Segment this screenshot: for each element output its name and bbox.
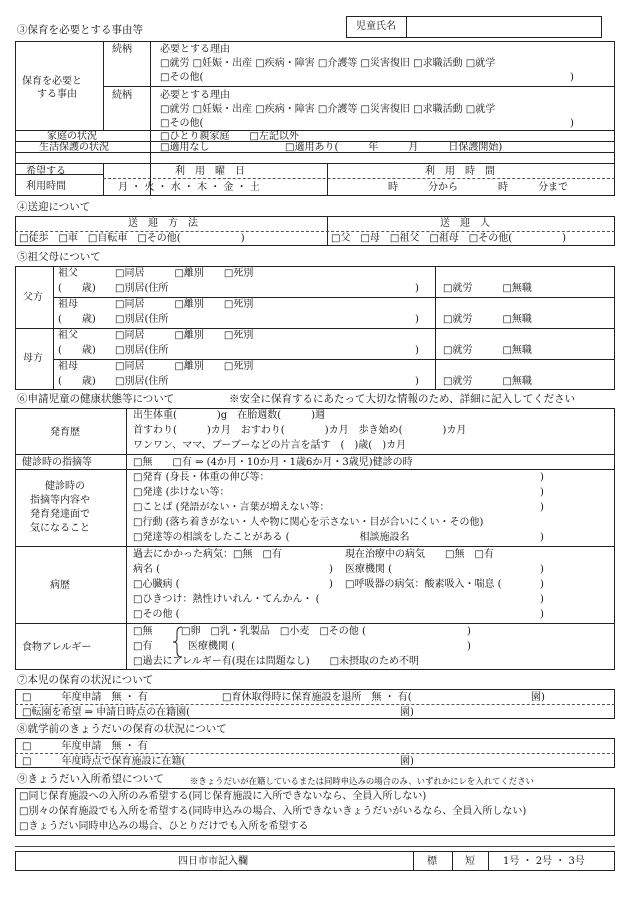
fuhou-sofu-paren: ) [415, 283, 419, 294]
hatsuiku-line-1[interactable]: 出生体重( )g 在胎週数( )週 [133, 410, 326, 421]
sibling-one-ok[interactable]: □きょうだい同時申込みの場合、ひとりだけでも入所を希望する [19, 821, 309, 832]
section7-ikukyuu-en: 園) [531, 692, 545, 703]
bohou-sobo-age[interactable]: ( 歳) [58, 376, 96, 387]
fuhou-sobo-paren: ) [415, 314, 419, 325]
section4-title: ④送迎について [17, 201, 91, 213]
kenshin-kotoba[interactable]: □ことば (発語がない・言葉が増えない等： [133, 502, 330, 513]
byoureki-sonota[interactable]: □その他 ( [133, 609, 180, 620]
katei-label: 家庭の状況 [47, 131, 97, 142]
byoumei-field[interactable]: 病名 ( [133, 564, 161, 575]
hatsuiku-line-3[interactable]: ワンワン、ママ、ブーブーなどの片言を話す ( )歳( )カ月 [133, 440, 407, 451]
sougeinin-header: 送 迎 人 [440, 218, 490, 229]
fuhou-label: 父方 [23, 292, 43, 303]
kenshin-soudan-paren: ) [540, 532, 544, 543]
hoiku-reason-label-1: 保育を必要と [22, 76, 82, 87]
riyou-jikan-header: 利 用 時 間 [425, 166, 495, 177]
fuhou-sobo-age[interactable]: ( 歳) [58, 314, 96, 325]
city-use-label: 四日市市記入欄 [178, 856, 248, 867]
riyu-label-1: 必要とする理由 [160, 44, 230, 55]
kenshin-label-3: 発育発達面で [30, 509, 90, 520]
section8-zaiseki-en: 園) [400, 756, 414, 767]
shinzoubyou-paren: ) [329, 579, 333, 590]
sougei-houhou-options[interactable]: □徒歩 □車 □自転車 □その他( ) [19, 233, 245, 244]
bohou-sofu-bekkyo[interactable]: □別居(住所 [115, 345, 169, 356]
fuhou-sobo-work[interactable]: □就労 □無職 [443, 314, 532, 325]
sonota-option-1[interactable]: □その他( [160, 72, 204, 83]
hikitsuke-option[interactable]: □ひきつけ：熱性けいれん・てんかん・ ( [133, 594, 320, 605]
tan-cell: 短 [465, 856, 475, 867]
riyou-youbi-header: 利 用 曜 日 [175, 166, 245, 177]
hyou-cell: 標 [427, 856, 437, 867]
allergy-iryou-paren: ) [467, 641, 471, 652]
zokugara-label-1: 続柄 [112, 44, 132, 55]
sibling-separate-ok[interactable]: □別々の保育施設でも入所を希望する(同時申込みの場合、入所できないきょうだいがいるなら、全員入所しない) [19, 806, 527, 817]
kibou-label-2: 利用時間 [26, 181, 66, 192]
reasons-options-1[interactable]: □就労 □妊娠・出産 □疾病・障害 □介護等 □災害復旧 □求職活動 □就学 [160, 58, 496, 69]
bohou-sobo-bekkyo[interactable]: □別居(住所 [115, 376, 169, 387]
sonota-close-2: ) [570, 118, 574, 129]
bohou-sofu-paren: ) [415, 345, 419, 356]
fuhou-sofu-age[interactable]: ( 歳) [58, 283, 96, 294]
fuhou-sofu-work[interactable]: □就労 □無職 [443, 283, 532, 294]
section7-shinsei[interactable]: □ 年度申請 無 ・ 有 [22, 692, 148, 703]
bohou-sofu-age[interactable]: ( 歳) [58, 345, 96, 356]
hatsuiku-line-2[interactable]: 首すわり( )カ月 おすわり( )カ月 歩き始め( )カ月 [133, 425, 467, 436]
allergy-brace-icon [172, 626, 184, 658]
bohou-sofu-doukyo[interactable]: □同居 □離別 □死別 [115, 330, 254, 341]
section7-title: ⑦本児の保育の状況について [17, 674, 154, 686]
section6-note: ※安全に保育するにあたって大切な情報のため、詳細に記入してください [229, 393, 576, 405]
allergy-iryou[interactable]: 医療機関 ( [188, 641, 236, 652]
section6-title: ⑥申請児童の健康状態等について [17, 393, 175, 405]
bohou-sobo-label: 祖母 [58, 361, 78, 372]
fuhou-sobo-bekkyo[interactable]: □別居(住所 [115, 314, 169, 325]
section7-tenen-en: 園) [400, 707, 414, 718]
byoumei-paren: ) [329, 564, 333, 575]
bohou-sobo-work[interactable]: □就労 □無職 [443, 376, 532, 387]
sougei-houhou-header: 送 迎 方 法 [128, 218, 198, 229]
section7-tenen[interactable]: □転園を希望 ⇒ 申請日時点の在籍園( [22, 707, 191, 718]
fuhou-sofu-doukyo[interactable]: □同居 □離別 □死別 [115, 268, 254, 279]
allergy-foods-paren: ) [467, 626, 471, 637]
allergy-foods[interactable]: □卵 □乳・乳製品 □小麦 □その他 ( [181, 626, 366, 637]
fuhou-sofu-label: 祖父 [58, 268, 78, 279]
section8-title: ⑧就学前のきょうだいの保育の状況について [17, 723, 227, 735]
fuhou-sobo-doukyo[interactable]: □同居 □離別 □死別 [115, 299, 254, 310]
kenshin-hattatsu-paren: ) [540, 487, 544, 498]
hoiku-reason-label-2: する事由 [37, 89, 77, 100]
section8-shinsei[interactable]: □ 年度申請 無 ・ 有 [22, 741, 148, 752]
sonota-option-2[interactable]: □その他( [160, 118, 204, 129]
weekdays-field[interactable]: 月 ・ 火 ・ 水 ・ 木 ・ 金 ・ 土 [118, 182, 260, 193]
kokyuuki-option[interactable]: □呼吸器の病気：酸素吸入・喘息 ( [345, 579, 502, 590]
kenshin-hatsuiku-paren: ) [540, 472, 544, 483]
child-name-label: 児童氏名 [356, 21, 396, 32]
bohou-label: 母方 [23, 353, 43, 364]
byoureki-label: 病歴 [50, 580, 70, 591]
kibou-label-1: 希望する [26, 166, 66, 177]
kenshin-koudou[interactable]: □行動 (落ち着きがない・人や物に関心を示さない・目が合いにくい・その他) [133, 517, 484, 528]
seikatsu-ari[interactable]: □適用あり( 年 月 日保護開始) [285, 142, 503, 153]
shiteki-label: 健診時の指摘等 [22, 457, 92, 468]
kenshin-soudan[interactable]: □発達等の相談をしたことがある ( 相談施設名 [133, 532, 410, 543]
kenshin-kotoba-paren: ) [540, 502, 544, 513]
katei-options[interactable]: □ひとり親家庭 □左記以外 [160, 131, 299, 142]
sibling-same-only[interactable]: □同じ保育施設への入所のみ希望する(同じ保育施設に入所できないなら、全員入所しない) [19, 791, 427, 802]
sougeinin-options[interactable]: □父 □母 □祖父 □祖母 □その他( ) [331, 233, 567, 244]
allergy-none[interactable]: □無 [133, 626, 153, 637]
sonota-close-1: ) [570, 72, 574, 83]
section9-note: ※きょうだいが在籍しているまたは同時申込みの場合のみ、いずれかにレを入れてください [190, 776, 534, 786]
kenshin-label-1: 健診時の [45, 481, 85, 492]
byoureki-current[interactable]: 現在治療中の病気 □無 □有 [345, 549, 494, 560]
shiteki-options[interactable]: □無 □有 ⇒ (4か月・10か月・1歳6か月・3歳児)健診の時 [133, 457, 413, 468]
seikatsu-label: 生活保護の状況 [39, 142, 109, 153]
kenshin-hattatsu[interactable]: □発達 (歩けない等： [133, 487, 230, 498]
kenshin-hatsuiku[interactable]: □発育 (身長・体重の伸び等： [133, 472, 270, 483]
allergy-past[interactable]: □過去にアレルギー有(現在は問題なし) □未摂取のため不明 [133, 656, 420, 667]
fuhou-sofu-bekkyo[interactable]: □別居(住所 [115, 283, 169, 294]
shinzoubyou-option[interactable]: □心臓病 ( [133, 579, 180, 590]
allergy-label: 食物アレルギー [22, 642, 92, 653]
section7-ikukyuu[interactable]: □育休取得時に保育施設を退所 無 ・ 有( [222, 692, 412, 703]
bohou-sobo-paren: ) [415, 376, 419, 387]
kokyuuki-paren: ) [540, 579, 544, 590]
seikatsu-nashi[interactable]: □適用なし [160, 142, 210, 153]
iryou-kikan-field[interactable]: 医療機関 ( [345, 564, 393, 575]
section8-zaiseki[interactable]: □ 年度時点で保育施設に在籍( [22, 756, 186, 767]
kenshin-label-4: 気になること [30, 523, 90, 534]
reasons-options-2[interactable]: □就労 □妊娠・出産 □疾病・障害 □介護等 □災害復旧 □求職活動 □就学 [160, 104, 496, 115]
byoureki-sonota-paren: ) [540, 609, 544, 620]
bohou-sofu-label: 祖父 [58, 330, 78, 341]
bohou-sofu-work[interactable]: □就労 □無職 [443, 345, 532, 356]
hikitsuke-paren: ) [540, 594, 544, 605]
zokugara-label-2: 続柄 [112, 90, 132, 101]
bohou-sobo-doukyo[interactable]: □同居 □離別 □死別 [115, 361, 254, 372]
gou-cell: 1号 ・ 2号 ・ 3号 [503, 856, 585, 867]
kenshin-label-2: 指摘等内容や [30, 495, 90, 506]
section9-title: ⑨きょうだい入所希望について [17, 773, 164, 785]
byoureki-past[interactable]: 過去にかかった病気：□無 □有 [133, 549, 282, 560]
iryou-kikan-paren: ) [540, 564, 544, 575]
time-field[interactable]: 時 分から 時 分まで [388, 182, 568, 193]
allergy-yes[interactable]: □有 [133, 641, 153, 652]
fuhou-sobo-label: 祖母 [58, 299, 78, 310]
section3-title: ③保育を必要とする事由等 [17, 24, 143, 36]
hatsuiku-label: 発育歴 [50, 427, 80, 438]
section5-title: ⑤祖父母について [17, 251, 101, 263]
riyu-label-2: 必要とする理由 [160, 90, 230, 101]
